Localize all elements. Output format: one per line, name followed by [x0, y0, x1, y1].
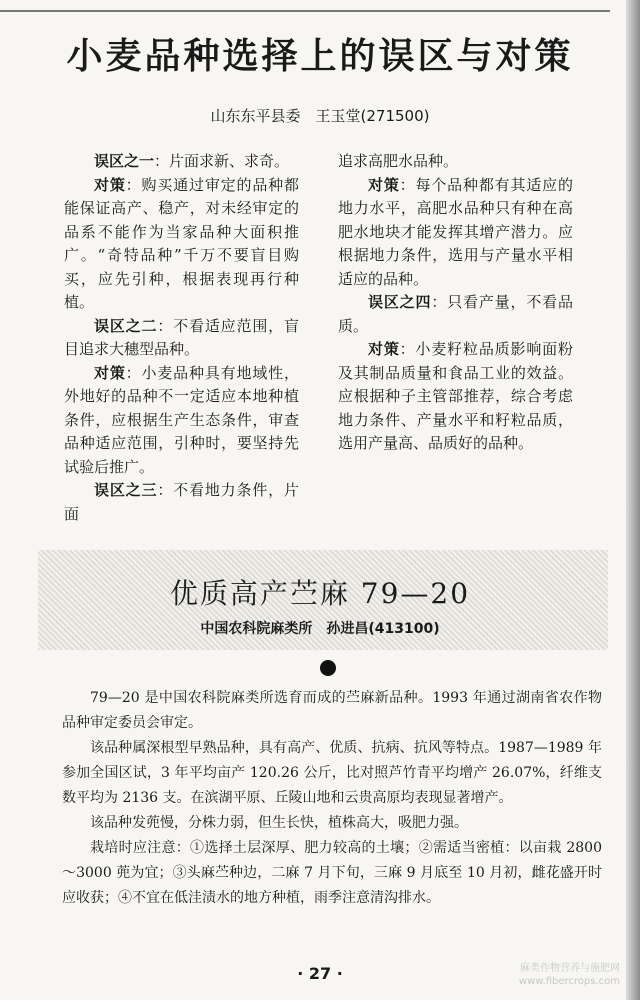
- paragraph-label: 对策: [94, 363, 126, 382]
- watermark-line1: 麻类作物营养与施肥网: [520, 963, 620, 974]
- paragraph-label: 误区之一: [94, 152, 155, 170]
- paragraph-label: 对策: [94, 175, 126, 194]
- page-number: · 27 ·: [297, 964, 343, 983]
- paragraph: [338, 174, 573, 292]
- paragraph-text: ：不看适应范围，盲目追求大穗型品种。: [64, 316, 299, 358]
- paragraph-text: ：每个品种都有其适应的地力水平，高肥水品种只有种在高肥水地块才能发挥其增产潜力。应根据地力条件，选用与产量水平相适应的品种。: [338, 175, 573, 288]
- paragraph-text: ：不看地力条件，片面: [64, 481, 299, 523]
- paragraph-label: 对策: [368, 175, 400, 194]
- paragraph: [64, 174, 299, 315]
- paragraph: 该品种属深根型早熟品种，具有高产、优质、抗病、抗风等特点。1987—1989 年参加全国区试，3 年平均亩产 120.26 公斤，比对照芦竹青平均增产 26.07%，纤维支数平均为 2136 支。在滨湖平原、丘陵山地和云贵高原均表现显著增产。: [62, 740, 602, 806]
- paragraph-text: ：片面求新、求奇。: [154, 152, 290, 170]
- watermark: [500, 962, 620, 988]
- article2-byline: 中国农科院麻类所 孙进昌(413100): [200, 621, 440, 637]
- paragraph: 79—20 是中国农科院麻类所选育而成的苎麻新品种。1993 年通过湖南省农作物品种审定委员会审定。: [62, 690, 602, 731]
- paragraph: [338, 338, 573, 456]
- paragraph: [338, 291, 573, 338]
- paragraph-label: 误区之三: [94, 481, 158, 499]
- header-rule: [0, 0, 610, 12]
- paragraph-label: 对策: [368, 340, 400, 358]
- article2-title: 优质高产苎麻 79—20: [169, 577, 471, 610]
- bullet-dot-icon: [320, 660, 336, 676]
- paragraph-text: ：小麦籽粒品质影响面粉及其制品质量和食品工业的效益。应根据种子主管部推荐，综合考虑地力条件、产量水平和籽粒品质，选用产量高、品质好的品种。: [338, 340, 573, 452]
- article1-byline: 山东东平县委 王玉堂(271500): [210, 107, 430, 125]
- paragraph: [64, 150, 299, 174]
- paragraph-label: 误区之四: [368, 293, 432, 311]
- watermark-line2: www.fibercrops.com: [518, 976, 620, 987]
- paragraph-text: 追求高肥水品种。: [338, 152, 459, 170]
- paragraph: 该品种发蔸慢，分株力弱，但生长快，植株高大，吸肥力强。: [90, 815, 468, 831]
- paragraph: [64, 479, 299, 526]
- paragraph: [64, 362, 299, 480]
- article1-title: 小麦品种选择上的误区与对策: [66, 36, 574, 77]
- paragraph-text: ：购买通过审定的品种都能保证高产、稳产，对未经审定的品系不能作为当家品种大面积推广。“奇特品种”千万不要盲目购买，应先引种，根据表现再行种植。: [64, 175, 299, 311]
- paragraph-text: ：只看产量，不看品质。: [338, 293, 573, 335]
- paragraph-label: 误区之二: [94, 316, 158, 335]
- article2-body: [62, 686, 602, 911]
- paragraph: [338, 150, 573, 174]
- paragraph: 栽培时应注意：①选择土层深厚、肥力较高的土壤；②需适当密植：以亩栽 2800～3000 蔸为宜；③头麻苎种边，二麻 7 月下旬，三麻 9 月底至 10 月初，雌花盛开时应收获；④不宜在低洼渍水的地方种植，雨季注意清沟排水。: [62, 840, 602, 906]
- page-edge-shadow: [626, 0, 640, 1000]
- paragraph-text: ：小麦品种具有地域性，外地好的品种不一定适应本地种植条件，应根据生产生态条件，审查品种适应范围，引种时，要坚持先试验后推广。: [64, 363, 299, 476]
- article1-right-column: [338, 150, 573, 456]
- paragraph: [64, 315, 299, 362]
- article1-left-column: [64, 150, 299, 526]
